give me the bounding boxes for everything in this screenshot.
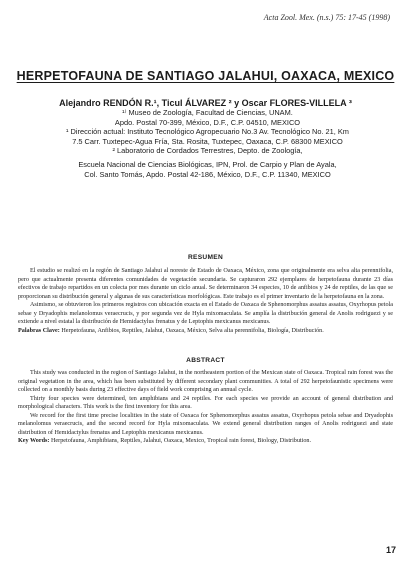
resumen-paragraph: El estudio se realizó en la región de Santiago Jalahui al noreste de Estado de Oaxaca, México, zona que originalmente era selva alta perennifolia, pero que actualmente presenta diferentes comunidades de vegetación secundaria. Se capturaron 292 ejemplares de herpetofauna durante 23 días efectivos de trabajo repartidos en un colecta por mes durante un ciclo anual. Se determinaron 34 especies, 10 de anfibios y 24 de reptiles, de las que se proporcionan su distribución general y algunas de sus características morfológicas. Este trabajo es el primer inventario de la herpetofauna en la zona.: [18, 268, 393, 300]
affiliation-line: Escuela Nacional de Ciencias Biológicas, IPN, Prol. de Carpio y Plan de Ayala,: [78, 160, 337, 169]
author-list: Alejandro RENDÓN R.¹, Ticul ÁLVAREZ ² y Oscar FLORES-VILLELA ³: [59, 98, 352, 108]
keywords-text: Herpetofauna, Anfibios, Reptiles, Jalahui, Oaxaca, México, Selva alta perennifolia, Biología, Distribución.: [59, 327, 324, 334]
affiliation-line: 7.5 Carr. Tuxtepec-Agua Fría, Sta. Rosita, Tuxtepec, Oaxaca, C.P. 68300 MEXICO: [72, 136, 343, 146]
affiliation-line: ¹ Dirección actual: Instituto Tecnológico Agropecuario No.3 Av. Tecnológico No. 21, Km: [66, 127, 349, 137]
affiliation-line: Col. Santo Tomás, Apdo. Postal 42-186, México, D.F., C.P. 11340, MEXICO: [84, 169, 331, 179]
affiliation-line: Apdo. Postal 70-399, México, D.F., C.P. 04510, MEXICO: [114, 117, 301, 127]
resumen-keywords: [18, 327, 393, 336]
abstract-paragraph: This study was conducted in the region of Santiago Jalahui, in the northeastern portion of the Mexican state of Oaxaca. Tropical rain forest was the original vegetation in the area, which has been substituted by different secondary plant communities. A total of 292 herpetofaunistic specimens were collected on a monthly basis during 23 effective days of field work comprising an annual cycle.: [18, 370, 393, 394]
journal-citation: Acta Zool. Mex. (n.s.) 75: 17-45 (1998): [263, 13, 390, 22]
abstract-paragraph: Thirty four species were determined, ten amphibians and 24 reptiles. For each species we provide an account of general distribution and morphological characters. This work is the first inventory for this area.: [18, 395, 393, 411]
abstract-body: [18, 369, 393, 446]
resumen-heading: RESUMEN: [187, 254, 224, 261]
keywords-text: Herpetofauna, Amphibians, Reptiles, Jalahui, Oaxaca, Mexico, Tropical rain forest, Biology, Distribution.: [49, 438, 312, 445]
abstract-paragraph: We record for the first time precise localities in the state of Oaxaca for Sphenomorphus assatus assatus, Oxyrhopus petola sebae and Dryadophis melanolomus veraecrucis, and the second record for Hyla mixomaculata. We extend general distribution ranges of Anolis rodriguezi and state distribution of Hemidactylus frenatus and Leptophis mexicanus mexicanus.: [18, 412, 393, 436]
keywords-label: Palabras Clave:: [18, 327, 60, 334]
affiliation-line: ² Laboratorio de Cordados Terrestres, Depto. de Zoología,: [112, 146, 303, 156]
affiliations-top: [20, 108, 395, 156]
affiliation-line: ¹⁾ Museo de Zoología, Facultad de Ciencias, UNAM.: [122, 108, 293, 117]
page-number: 17: [385, 545, 396, 555]
affiliations-bottom: [20, 160, 395, 179]
resumen-body: [18, 267, 393, 335]
abstract-heading: ABSTRACT: [186, 357, 225, 364]
resumen-paragraph: Asimismo, se obtuvieron los primeros registros con ubicación exacta en el Estado de Oaxaca de Sphenomorphus assatus assatus, Oxyrhopus petola sebae y Dryadophis melanolomus veraecrucis, y por segunda vez de Hyla mixomaculata. Se amplía la distribución general de Anolis rodriguezi y se extiende a nivel estatal la distribución de Hemidactylus frenatus y de Leptophis mexicanus mexicanus.: [18, 302, 393, 326]
article-title: HERPETOFAUNA DE SANTIAGO JALAHUI, OAXACA, MEXICO: [16, 69, 395, 83]
abstract-keywords: [18, 437, 393, 446]
keywords-label: Key Words:: [18, 438, 50, 445]
